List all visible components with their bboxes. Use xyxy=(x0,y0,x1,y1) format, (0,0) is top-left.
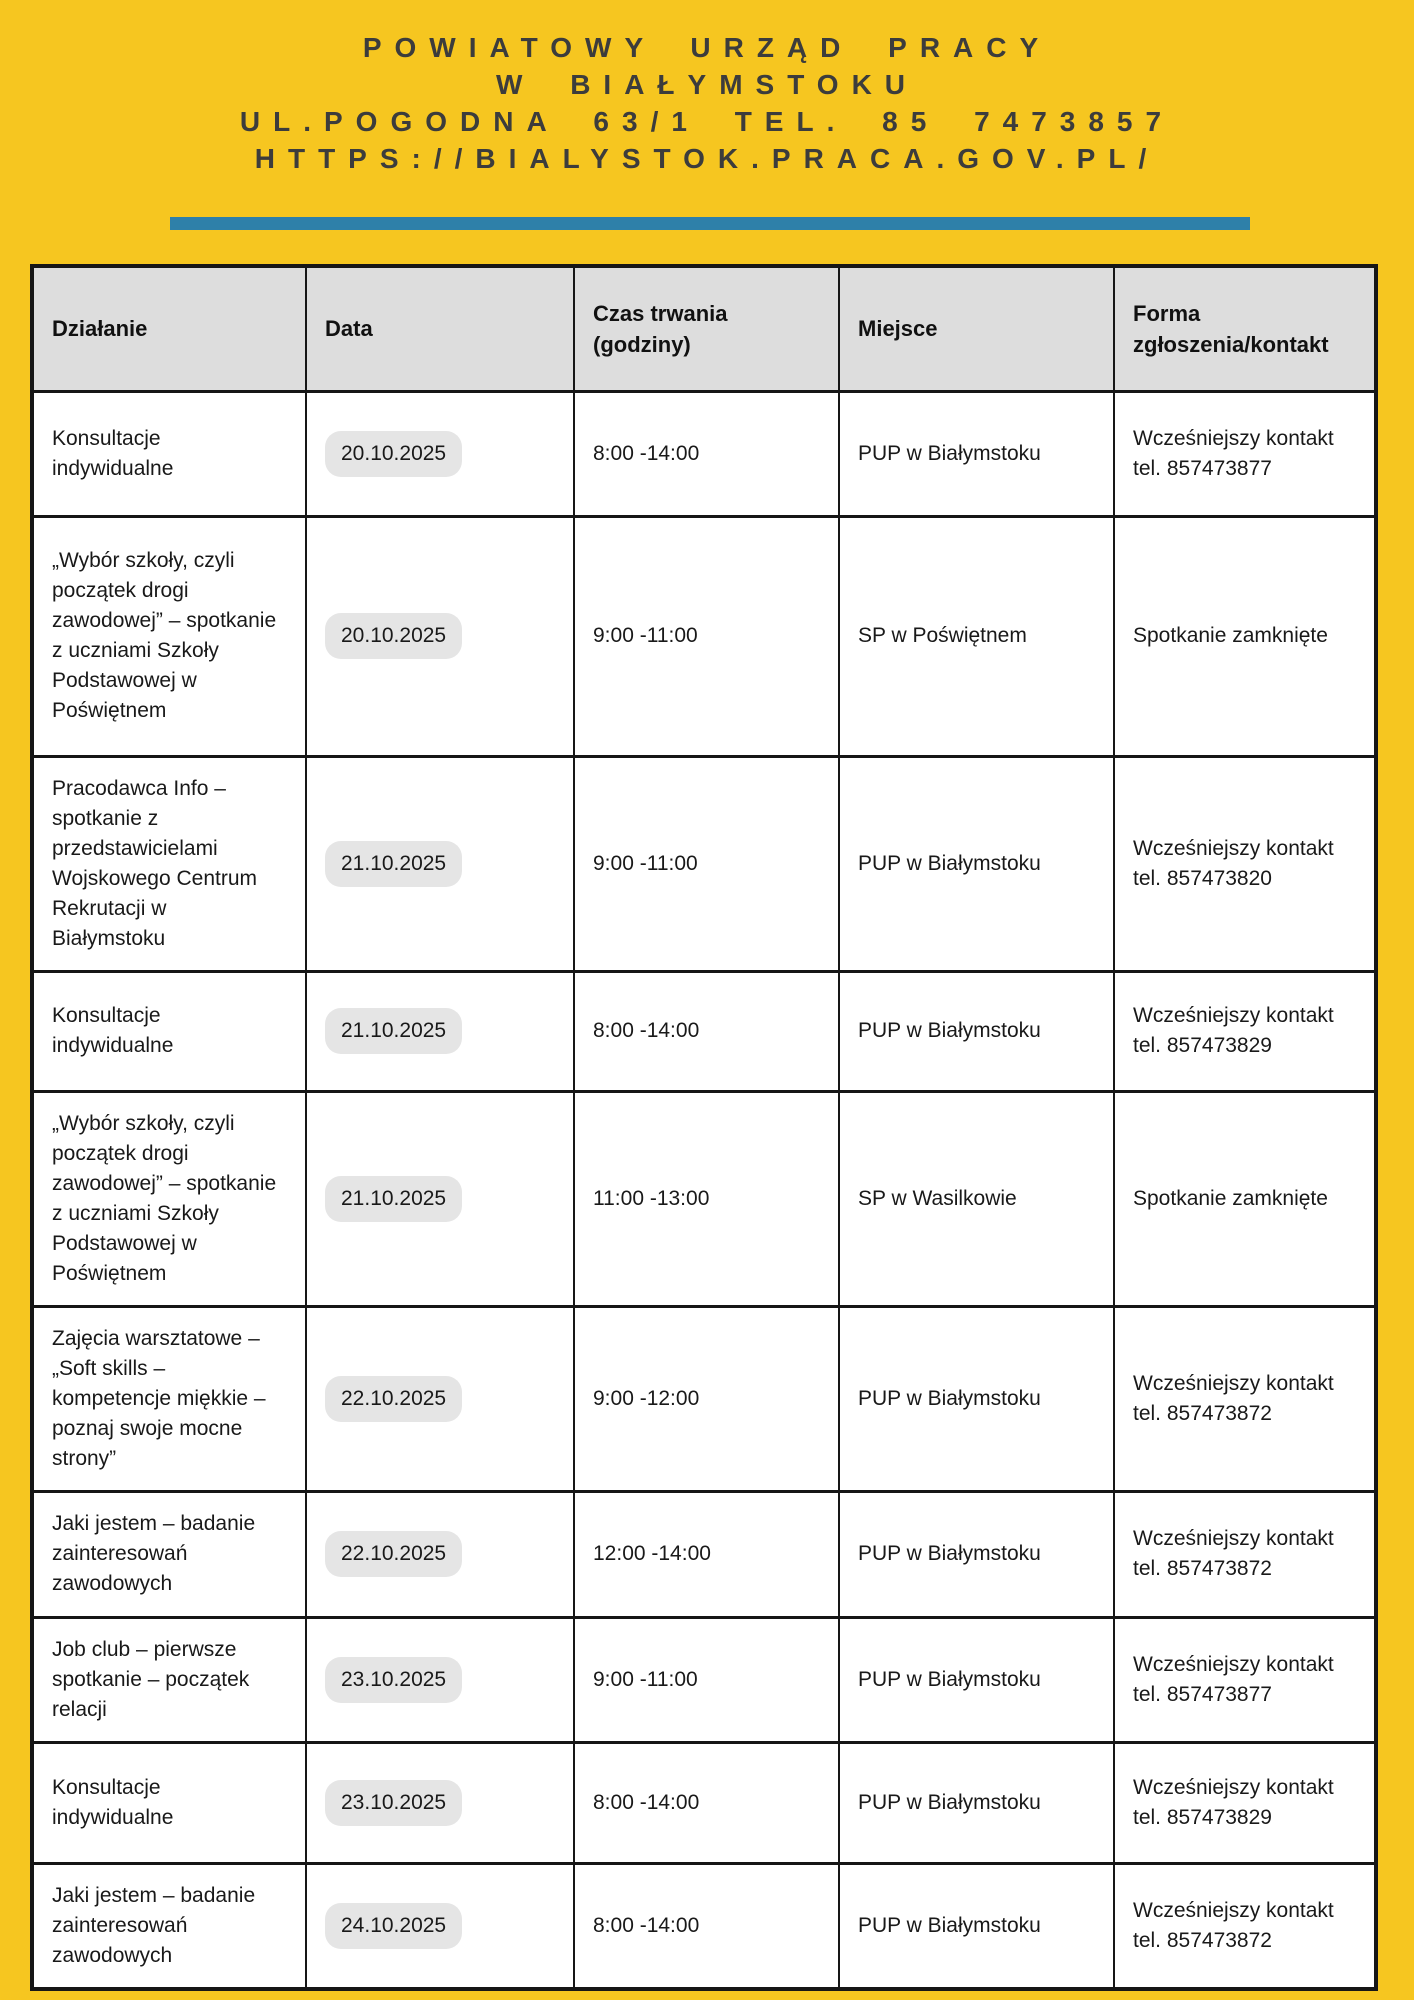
cell-place: PUP w Białymstoku xyxy=(839,1617,1114,1742)
accent-bar xyxy=(170,217,1250,230)
cell-place: SP w Wasilkowie xyxy=(839,1091,1114,1306)
date-badge: 22.10.2025 xyxy=(325,1376,462,1422)
letterhead-line-org-name: POWIATOWY URZĄD PRACY xyxy=(362,32,1052,63)
cell-place: PUP w Białymstoku xyxy=(839,391,1114,516)
cell-action: Konsultacje indywidualne xyxy=(32,1742,306,1863)
letterhead xyxy=(0,0,1414,177)
table-row xyxy=(32,516,1376,756)
date-badge: 21.10.2025 xyxy=(325,1008,462,1054)
cell-date xyxy=(306,391,574,516)
cell-duration: 8:00 -14:00 xyxy=(574,1863,839,1989)
table-row xyxy=(32,1742,1376,1863)
cell-contact: Spotkanie zamknięte xyxy=(1114,516,1376,756)
cell-date xyxy=(306,1306,574,1491)
cell-duration: 9:00 -11:00 xyxy=(574,1617,839,1742)
column-header-miejsce: Miejsce xyxy=(839,266,1114,391)
date-badge: 22.10.2025 xyxy=(325,1531,462,1577)
cell-action: Pracodawca Info – spotkanie z przedstawicielami Wojskowego Centrum Rekrutacji w Białymstoku xyxy=(32,756,306,971)
cell-action: Konsultacje indywidualne xyxy=(32,391,306,516)
cell-date xyxy=(306,1491,574,1617)
cell-date xyxy=(306,516,574,756)
cell-place: PUP w Białymstoku xyxy=(839,1491,1114,1617)
cell-date xyxy=(306,756,574,971)
cell-duration: 11:00 -13:00 xyxy=(574,1091,839,1306)
cell-action: Job club – pierwsze spotkanie – początek relacji xyxy=(32,1617,306,1742)
date-badge: 20.10.2025 xyxy=(325,613,462,659)
cell-duration: 12:00 -14:00 xyxy=(574,1491,839,1617)
cell-duration: 8:00 -14:00 xyxy=(574,971,839,1091)
cell-place: PUP w Białymstoku xyxy=(839,1742,1114,1863)
cell-action: Zajęcia warsztatowe – „Soft skills – kompetencje miękkie – poznaj swoje mocne strony” xyxy=(32,1306,306,1491)
cell-contact: Wcześniejszy kontakt tel. 857473820 xyxy=(1114,756,1376,971)
cell-date xyxy=(306,1742,574,1863)
cell-duration: 8:00 -14:00 xyxy=(574,391,839,516)
table-row xyxy=(32,1491,1376,1617)
cell-action: Konsultacje indywidualne xyxy=(32,971,306,1091)
cell-action: „Wybór szkoły, czyli początek drogi zawodowej” – spotkanie z uczniami Szkoły Podstawowej w Poświętnem xyxy=(32,1091,306,1306)
cell-contact: Wcześniejszy kontakt tel. 857473877 xyxy=(1114,1617,1376,1742)
cell-action: Jaki jestem – badanie zainteresowań zawodowych xyxy=(32,1491,306,1617)
schedule-table-wrapper xyxy=(30,264,1374,1991)
table-row xyxy=(32,1306,1376,1491)
cell-contact: Wcześniejszy kontakt tel. 857473829 xyxy=(1114,971,1376,1091)
cell-duration: 9:00 -11:00 xyxy=(574,756,839,971)
table-header-row xyxy=(32,266,1376,391)
cell-contact: Wcześniejszy kontakt tel. 857473829 xyxy=(1114,1742,1376,1863)
letterhead-line-website: HTTPS://BIALYSTOK.PRACA.GOV.PL/ xyxy=(254,143,1160,174)
cell-duration: 8:00 -14:00 xyxy=(574,1742,839,1863)
column-header-forma-zgloszenia: Forma zgłoszenia/kontakt xyxy=(1114,266,1376,391)
schedule-table xyxy=(30,264,1378,1991)
cell-contact: Wcześniejszy kontakt tel. 857473877 xyxy=(1114,391,1376,516)
letterhead-line-city: W BIAŁYMSTOKU xyxy=(495,69,919,100)
cell-date xyxy=(306,1863,574,1989)
cell-date xyxy=(306,1617,574,1742)
table-row xyxy=(32,1091,1376,1306)
cell-duration: 9:00 -11:00 xyxy=(574,516,839,756)
cell-contact: Wcześniejszy kontakt tel. 857473872 xyxy=(1114,1306,1376,1491)
date-badge: 23.10.2025 xyxy=(325,1657,462,1703)
cell-contact: Wcześniejszy kontakt tel. 857473872 xyxy=(1114,1863,1376,1989)
cell-place: PUP w Białymstoku xyxy=(839,1306,1114,1491)
cell-contact: Wcześniejszy kontakt tel. 857473872 xyxy=(1114,1491,1376,1617)
table-row xyxy=(32,1617,1376,1742)
cell-place: PUP w Białymstoku xyxy=(839,971,1114,1091)
column-header-czas-trwania: Czas trwania (godziny) xyxy=(574,266,839,391)
date-badge: 21.10.2025 xyxy=(325,1176,462,1222)
cell-date xyxy=(306,971,574,1091)
date-badge: 21.10.2025 xyxy=(325,841,462,887)
date-badge: 24.10.2025 xyxy=(325,1903,462,1949)
table-row xyxy=(32,971,1376,1091)
table-row xyxy=(32,756,1376,971)
cell-place: PUP w Białymstoku xyxy=(839,756,1114,971)
column-header-dzialanie: Działanie xyxy=(32,266,306,391)
table-row xyxy=(32,391,1376,516)
cell-place: PUP w Białymstoku xyxy=(839,1863,1114,1989)
table-row xyxy=(32,1863,1376,1989)
cell-action: Jaki jestem – badanie zainteresowań zawodowych xyxy=(32,1863,306,1989)
column-header-data: Data xyxy=(306,266,574,391)
letterhead-line-address-phone: UL.POGODNA 63/1 TEL. 85 7473857 xyxy=(239,106,1175,137)
cell-duration: 9:00 -12:00 xyxy=(574,1306,839,1491)
cell-place: SP w Poświętnem xyxy=(839,516,1114,756)
cell-action: „Wybór szkoły, czyli początek drogi zawodowej” – spotkanie z uczniami Szkoły Podstawowej w Poświętnem xyxy=(32,516,306,756)
date-badge: 20.10.2025 xyxy=(325,431,462,477)
cell-date xyxy=(306,1091,574,1306)
cell-contact: Spotkanie zamknięte xyxy=(1114,1091,1376,1306)
date-badge: 23.10.2025 xyxy=(325,1780,462,1826)
